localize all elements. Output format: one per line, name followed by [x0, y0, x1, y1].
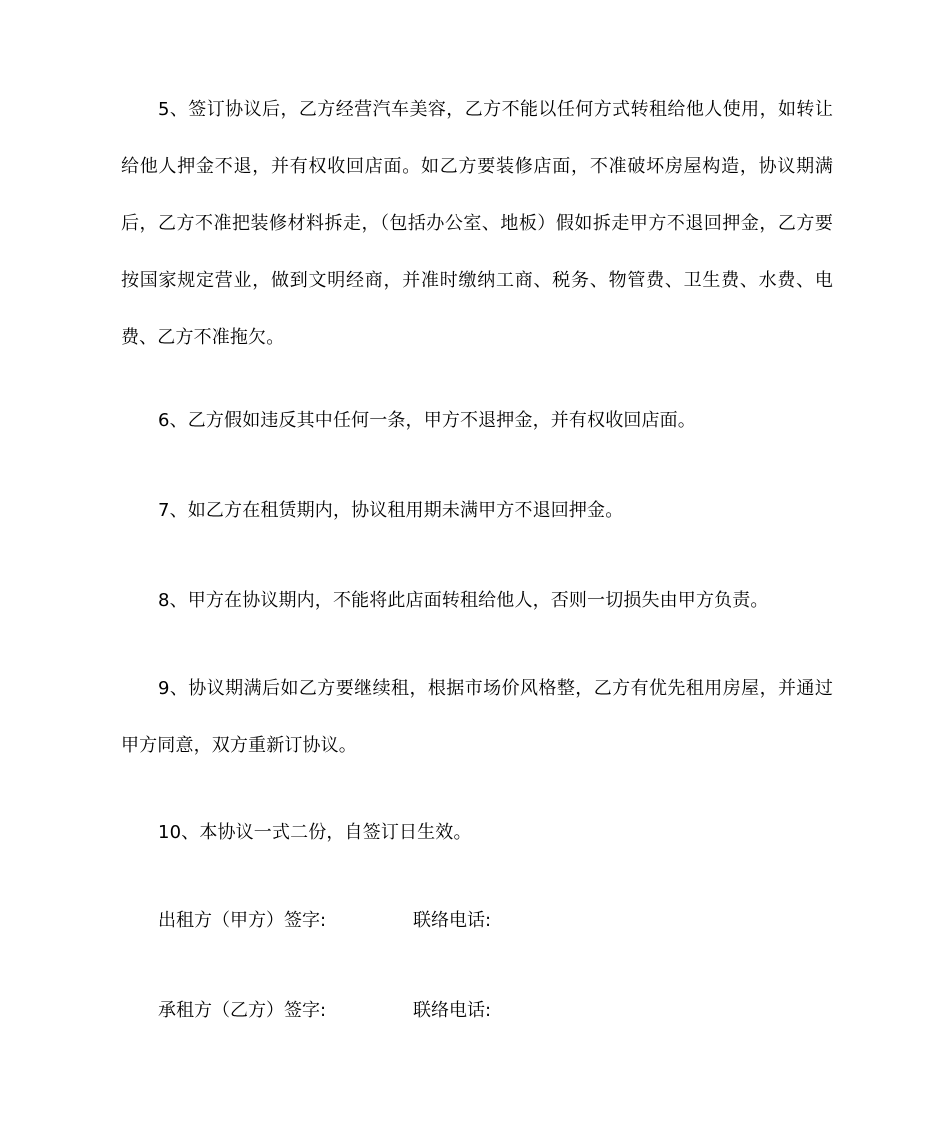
- lessor-phone-label: 联络电话:: [413, 910, 492, 931]
- document-page: [121, 0, 833, 1129]
- lessor-signature-row: [158, 906, 492, 936]
- clause-5: 5、签订协议后，乙方经营汽车美容，乙方不能以任何方式转租给他人使用，如转让给他人押金不退，并有权收回店面。如乙方要装修店面，不准破坏房屋构造，协议期满后，乙方不准把装修材料拆走，（包括办公室、地板）假如拆走甲方不退回押金，乙方要按国家规定营业，做到文明经商，并准时缴纳工商、税务、物管费、卫生费、水费、电费、乙方不准拖欠。: [121, 99, 833, 348]
- lessee-phone-label: 联络电话:: [413, 1000, 492, 1021]
- clause-7: 7、如乙方在租赁期内，协议租用期未满甲方不退回押金。: [158, 500, 624, 521]
- lessee-signature-label: 承租方（乙方）签字:: [158, 1000, 327, 1021]
- lessor-signature-label: 出租方（甲方）签字:: [158, 910, 327, 931]
- clause-6: 6、乙方假如违反其中任何一条，甲方不退押金，并有权收回店面。: [158, 410, 696, 431]
- clause-8: 8、甲方在协议期内，不能将此店面转租给他人，否则一切损失由甲方负责。: [158, 590, 769, 611]
- lessee-signature-row: [158, 996, 492, 1026]
- clause-9: 9、协议期满后如乙方要继续租，根据市场价风格整，乙方有优先租用房屋，并通过甲方同意，双方重新订协议。: [121, 678, 833, 756]
- clause-10: 10、本协议一式二份，自签订日生效。: [158, 822, 472, 843]
